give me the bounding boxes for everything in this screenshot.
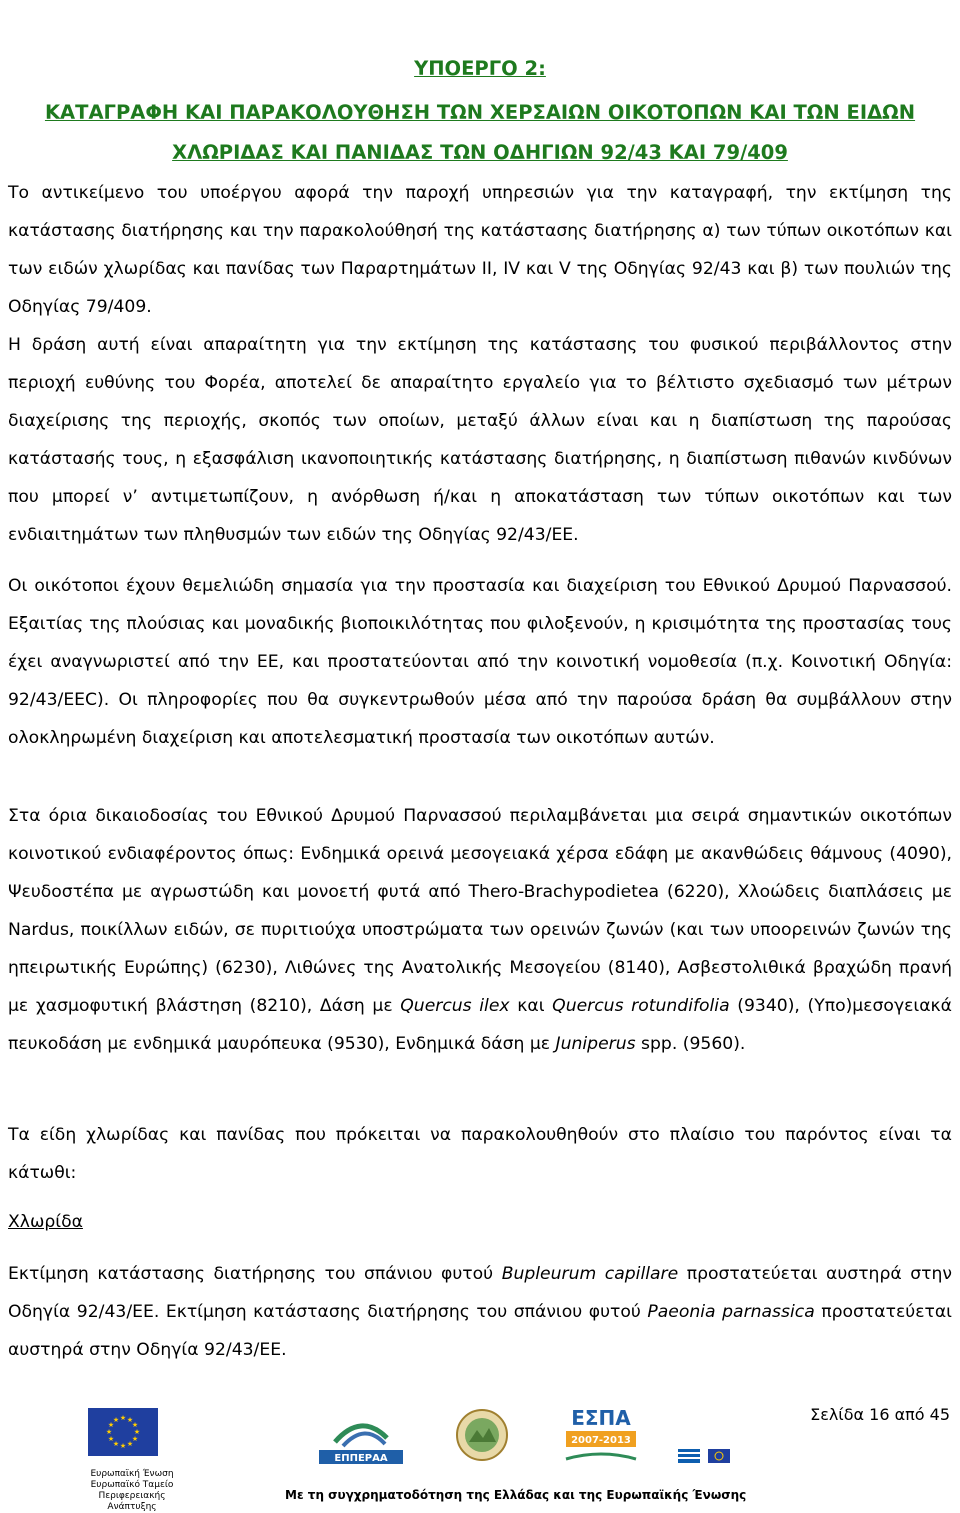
text-segment: Εκτίμηση κατάστασης διατήρησης του σπάνιου φυτού	[8, 1264, 502, 1284]
text-segment: προστατεύεται αυστηρά στην Οδηγία 92/43/ΕΕ.	[8, 1302, 952, 1360]
espa-label: ΕΣΠΑ	[571, 1406, 631, 1430]
forest-seal-icon	[455, 1408, 509, 1462]
svg-text:★: ★	[105, 1428, 113, 1436]
text-segment: spp. (9560).	[635, 1034, 746, 1054]
species-name: Bupleurum capillare	[501, 1264, 679, 1284]
page-number: Σελίδα 16 από 45	[810, 1405, 950, 1424]
eu-caption-line: Ευρωπαϊκή Ένωση	[90, 1469, 174, 1479]
svg-text:★: ★	[133, 1428, 141, 1436]
svg-text:★: ★	[112, 1440, 120, 1448]
flora-subheading: Χλωρίδα	[8, 1212, 83, 1232]
svg-text:★: ★	[131, 1421, 139, 1429]
text-segment: προστατεύεται αυστηρά στην Οδηγία 92/43/ΕΕ. Εκτίμηση κατάστασης διατήρησης του σπάνιου φυτού	[8, 1264, 952, 1322]
paragraph-habitats-importance: Οι οικότοποι έχουν θεμελιώδη σημασία για την προστασία και διαχείριση του Εθνικού Δρυμού Παρνασσού. Εξαιτίας της πλούσιας και μοναδικής βιοποικιλότητας που φιλοξενούν, η κρισιμότητα της προστασίας τους έχει αναγνωριστεί από την ΕΕ, και προστατεύονται από την κοινοτική νομοθεσία (π.χ. Κοινοτική Οδηγία: 92/43/EEC). Οι πληροφορίες που θα συγκεντρωθούν μέσα από την παρούσα δράση θα συμβάλλουν στην ολοκληρωμένη διαχείριση και αποτελεσματική προστασία των οικοτόπων αυτών.	[8, 576, 952, 748]
svg-text:★: ★	[119, 1442, 127, 1450]
epperaa-label: ΕΠΠΕΡΑΑ	[334, 1453, 388, 1464]
subproject-title: ΥΠΟΕΡΓΟ 2:	[414, 57, 546, 80]
svg-text:★: ★	[131, 1435, 139, 1443]
espa-logo	[560, 1403, 642, 1473]
cofunding-text: Με τη συγχρηματοδότηση της Ελλάδας και της Ευρωπαϊκής Ένωσης	[285, 1488, 747, 1502]
paragraph-habitats-list	[8, 797, 952, 1063]
species-name: Paeonia parnassica	[647, 1302, 815, 1322]
svg-text:★: ★	[119, 1414, 127, 1422]
svg-text:★: ★	[126, 1440, 134, 1448]
flags-icon	[678, 1448, 738, 1462]
species-name: Juniperus	[555, 1034, 636, 1054]
svg-text:★: ★	[112, 1416, 120, 1424]
paragraph-action: Η δράση αυτή είναι απαραίτητη για την εκτίμηση της κατάστασης του φυσικού περιβάλλοντος στην περιοχή ευθύνης του Φορέα, αποτελεί δε απαραίτητο εργαλείο για το βέλτιστο σχεδιασμό των μέτρων διαχείρισης της περιοχής, σκοπός των οποίων, μεταξύ άλλων είναι και η διαπίστωση της παρούσας κατάστασής τους, η εξασφάλιση ικανοποιητικής κατάστασης διατήρησης, η διαπίστωση πιθανών κινδύνων που μπορεί ν’ αντιμετωπίζουν, η ανόρθωση ή/και η αποκατάσταση των τύπων οικοτόπων και των ενδιαιτημάτων των πληθυσμών των ειδών της Οδηγίας 92/43/ΕΕ.	[8, 335, 952, 545]
section-title-line-2: ΧΛΩΡΙΔΑΣ ΚΑΙ ΠΑΝΙΔΑΣ ΤΩΝ ΟΔΗΓΙΩΝ 92/43 ΚΑΙ 79/409	[172, 141, 788, 164]
eu-caption	[82, 1469, 182, 1513]
svg-text:★: ★	[107, 1435, 115, 1443]
eu-caption-line: Περιφερειακής Ανάπτυξης	[98, 1491, 166, 1512]
eu-flag-icon	[88, 1408, 158, 1456]
text-segment: (9340), (Υπο)μεσογειακά πευκοδάση με ενδημικά μαυρόπευκα (9530), Ενδημικά δάση με	[8, 996, 953, 1054]
svg-text:★: ★	[126, 1416, 134, 1424]
espa-years: 2007-2013	[571, 1435, 631, 1446]
epperaa-logo	[315, 1408, 407, 1466]
paragraph-flora	[8, 1255, 952, 1369]
paragraph-intro: Το αντικείμενο του υποέργου αφορά την παροχή υπηρεσιών για την καταγραφή, την εκτίμηση της κατάστασης διατήρησης και την παρακολούθησή της κατάστασης διατήρησης α) των τύπων οικοτόπων και των ειδών χλωρίδας και πανίδας των Παραρτημάτων II, IV και V της Οδηγίας 92/43 και β) των πουλιών της Οδηγίας 79/409.	[8, 183, 952, 317]
paragraph-species-intro: Τα είδη χλωρίδας και πανίδας που πρόκειται να παρακολουθηθούν στο πλαίσιο του παρόντος είναι τα κάτωθι:	[8, 1125, 952, 1183]
section-title-line-1: ΚΑΤΑΓΡΑΦΗ ΚΑΙ ΠΑΡΑΚΟΛΟΥΘΗΣΗ ΤΩΝ ΧΕΡΣΑΙΩΝ ΟΙΚΟΤΟΠΩΝ ΚΑΙ ΤΩΝ ΕΙΔΩΝ	[44, 101, 916, 124]
svg-text:★: ★	[107, 1421, 115, 1429]
species-name: Quercus rotundifolia	[552, 996, 730, 1016]
species-name: Quercus ilex	[400, 996, 510, 1016]
text-segment: και	[509, 996, 553, 1016]
eu-caption-line: Ευρωπαϊκό Ταμείο	[90, 1480, 174, 1490]
text-segment: Στα όρια δικαιοδοσίας του Εθνικού Δρυμού Παρνασσού περιλαμβάνεται μια σειρά σημαντικών οικοτόπων κοινοτικού ενδιαφέροντος όπως: Ενδημικά ορεινά μεσογειακά χέρσα εδάφη με ακανθώδεις θάμνους (4090), Ψευδοστέπα με αγρωστώδη και μονοετή φυτά από Thero-Brachypodietea (6220), Χλοώδεις διαπλάσεις με Nardus, ποικίλλων ειδών, σε πυριτιούχα υποστρώματα των ορεινών ζωνών (και των υποορεινών ζωνών της ηπειρωτικής Ευρώπης) (6230), Λιθώνες της Ανατολικής Μεσογείου (8140), Ασβεστολιθικά βραχώδη πρανή με χασμοφυτική βλάστηση (8210), Δάση με	[8, 806, 952, 1016]
